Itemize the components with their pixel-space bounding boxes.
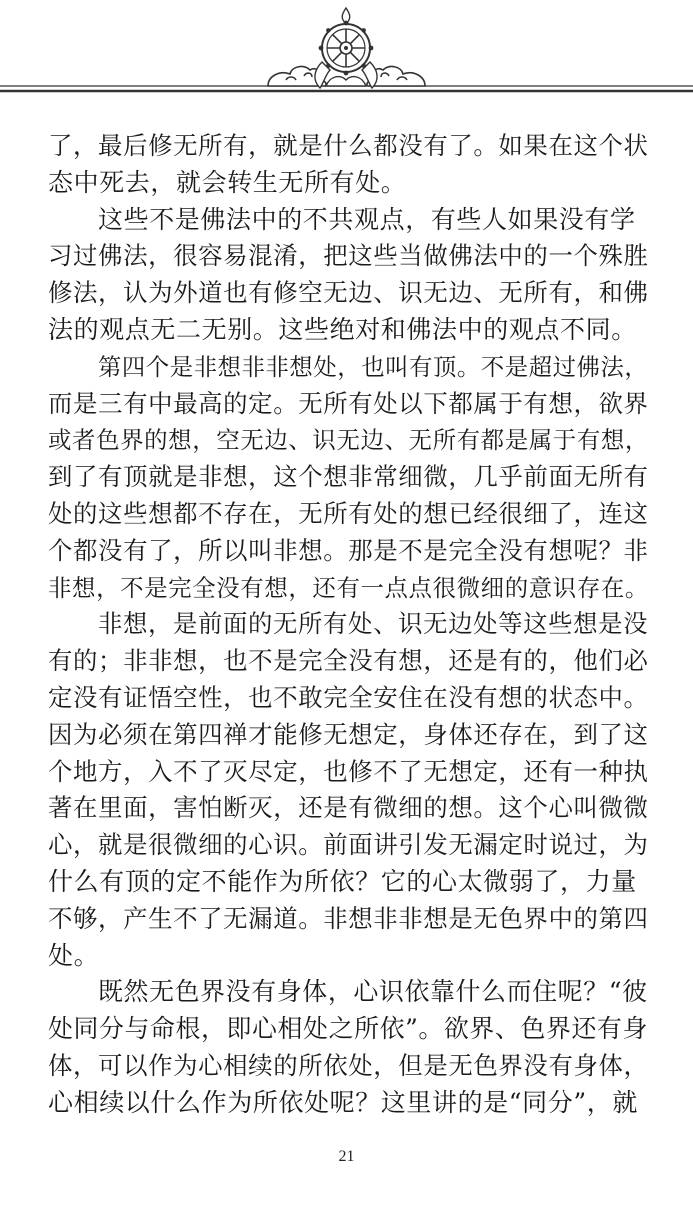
text-line: 到了有顶就是非想，这个想非常细微，几乎前面无所有	[48, 462, 649, 492]
text-line: 第四个是非想非非想处，也叫有顶。不是超过佛法，	[98, 352, 649, 381]
text-line: 定没有证悟空性，也不敢完全安住在没有想的状态中。	[48, 682, 649, 712]
text-line: 个地方，入不了灭尽定，也修不了无想定，还有一种执	[48, 756, 649, 786]
text-line: 而是三有中最高的定。无所有处以下都属于有想，欲界	[48, 388, 649, 418]
text-line: 习过佛法，很容易混淆，把这些当做佛法中的一个殊胜	[48, 241, 649, 271]
text-line: 既然无色界没有身体，心识依靠什么而住呢？“彼	[98, 977, 648, 1007]
text-line: 了，最后修无所有，就是什么都没有了。如果在这个状	[48, 131, 649, 160]
text-line: 这些不是佛法中的不共观点，有些人如果没有学	[98, 204, 636, 234]
page-number: 21	[338, 1148, 355, 1165]
text-line: 不够，产生不了无漏道。非想非非想是无色界中的第四	[48, 903, 649, 933]
text-line: 或者色界的想，空无边、识无边、无所有都是属于有想，	[48, 426, 649, 455]
text-line: 态中死去，就会转生无所有处。	[48, 167, 407, 197]
text-line: 心，就是很微细的心识。前面讲引发无漏定时说过，为	[48, 830, 649, 860]
text-line: 有的；非非想，也不是完全没有想，还是有的，他们必	[48, 646, 649, 676]
text-line: 心相续以什么作为所依处呢？这里讲的是“同分”，就	[48, 1087, 638, 1117]
page-header-ornament	[0, 0, 693, 110]
paragraph-1	[48, 128, 648, 202]
text-line: 法的观点无二无别。这些绝对和佛法中的观点不同。	[48, 314, 637, 344]
paragraph-5	[48, 974, 648, 1121]
dharma-wheel-icon	[315, 8, 377, 88]
text-line: 著在里面，害怕断灭，还是有微细的想。这个心叫微微	[48, 793, 649, 823]
text-line: 体，可以作为心相续的所依处，但是无色界没有身体，	[48, 1050, 649, 1080]
text-line: 修法，认为外道也有修空无边、识无边、无所有，和佛	[48, 278, 649, 308]
text-line: 处的这些想都不存在，无所有处的想已经很细了，连这	[48, 498, 649, 528]
text-line: 因为必须在第四禅才能修无想定，身体还存在，到了这	[48, 719, 649, 749]
page-body	[48, 128, 648, 1122]
text-line: 处。	[48, 940, 100, 970]
text-line: 什么有顶的定不能作为所依？它的心太微弱了，力量	[48, 866, 637, 896]
text-line: 处同分与命根，即心相处之所依”。欲界、色界还有身	[48, 1014, 648, 1044]
text-line: 非想，是前面的无所有处、识无边处等这些想是没	[98, 609, 649, 639]
header-ornament-graphic	[0, 0, 693, 110]
paragraph-3	[48, 349, 648, 607]
text-line: 非想，不是完全没有想，还有一点点很微细的意识存在。	[48, 573, 649, 602]
paragraph-4	[48, 606, 648, 974]
paragraph-2	[48, 202, 648, 349]
text-line: 个都没有了，所以叫非想。那是不是完全没有想呢？非	[48, 535, 649, 565]
